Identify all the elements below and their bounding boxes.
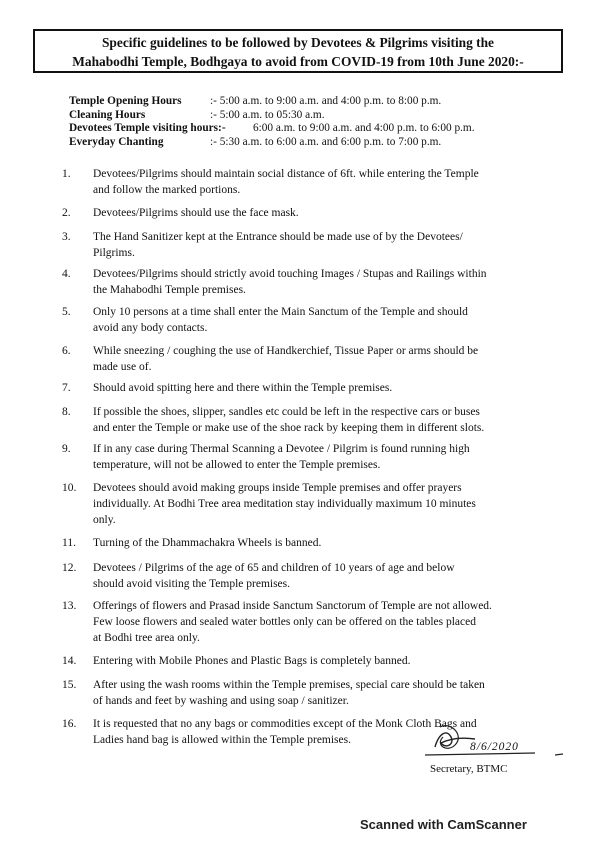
hours-schedule: [69, 95, 539, 149]
guideline-number: 14.: [62, 655, 77, 667]
guideline-text-line: The Hand Sanitizer kept at the Entrance should be made use of by the Devotees/: [93, 231, 463, 243]
guideline-number: 3.: [62, 231, 71, 243]
document-title-line-1: Specific guidelines to be followed by Devotees & Pilgrims visiting the: [101, 35, 495, 50]
guideline-number: 8.: [62, 406, 71, 418]
guideline-number: 10.: [62, 482, 77, 494]
guideline-text-line: Only 10 persons at a time shall enter the Main Sanctum of the Temple and should: [93, 306, 468, 318]
guideline-number: 12.: [62, 562, 77, 574]
guideline-text-line: avoid any body contacts.: [93, 322, 208, 334]
guideline-number: 5.: [62, 306, 71, 318]
hours-label: Everyday Chanting: [69, 135, 164, 148]
hours-label: Temple Opening Hours: [69, 95, 182, 107]
handwritten-signature: [405, 715, 585, 765]
guideline-number: 6.: [62, 345, 71, 357]
guideline-text-line: Ladies hand bag is allowed within the Temple premises.: [93, 734, 351, 746]
guideline-number: 2.: [62, 207, 71, 219]
guideline-number: 7.: [62, 382, 71, 394]
hours-row: [69, 95, 539, 109]
guideline-number: 1.: [62, 168, 71, 180]
guideline-text-line: If in any case during Thermal Scanning a Devotee / Pilgrim is found running high: [93, 443, 470, 455]
guideline-text-line: individually. At Bodhi Tree area meditation stay individually maximum 10 minutes: [93, 498, 476, 510]
guideline-text-line: Devotees/Pilgrims should maintain social distance of 6ft. while entering the Temple: [93, 168, 479, 180]
guideline-text-line: made use of.: [93, 361, 152, 373]
guideline-text-line: and follow the marked portions.: [93, 184, 241, 196]
hours-row: [69, 109, 539, 123]
hours-value: :- 5:00 a.m. to 05:30 a.m.: [210, 108, 325, 121]
guideline-text-line: Devotees/Pilgrims should use the face mask.: [93, 207, 299, 219]
hours-value: :- 5:30 a.m. to 6:00 a.m. and 6:00 p.m. to 7:00 p.m.: [210, 135, 442, 148]
hours-value: 6:00 a.m. to 9:00 a.m. and 4:00 p.m. to 6:00 p.m.: [253, 122, 475, 134]
guideline-number: 11.: [62, 537, 76, 549]
guideline-text-line: Pilgrims.: [93, 247, 135, 259]
guideline-text-line: After using the wash rooms within the Temple premises, special care should be taken: [93, 679, 485, 691]
guideline-text-line: Offerings of flowers and Prasad inside Sanctum Sanctorum of Temple are not allowed.: [93, 600, 492, 612]
guideline-number: 15.: [62, 679, 77, 691]
guideline-text-line: temperature, will not be allowed to enter the Temple premises.: [93, 459, 381, 471]
hours-label: Cleaning Hours: [69, 108, 146, 121]
hours-label: Devotees Temple visiting hours:-: [69, 122, 226, 134]
guideline-text-line: Turning of the Dhammachakra Wheels is banned.: [93, 537, 322, 549]
hours-value: :- 5:00 a.m. to 9:00 a.m. and 4:00 p.m. to 8:00 p.m.: [210, 95, 442, 107]
guideline-text-line: of hands and feet by washing and using soap / sanitizer.: [93, 695, 349, 707]
document-title-line-2: Mahabodhi Temple, Bodhgaya to avoid from COVID-19 from 10th June 2020:-: [72, 54, 524, 69]
guideline-text-line: Should avoid spitting here and there within the Temple premises.: [93, 382, 393, 394]
guideline-text-line: It is requested that no any bags or commodities except of the Monk Cloth Bags and: [93, 718, 477, 730]
guideline-text-line: should avoid visiting the Temple premises.: [93, 578, 291, 590]
guideline-text-line: Devotees should avoid making groups inside Temple premises and offer prayers: [93, 482, 462, 494]
signature-block: [405, 715, 585, 785]
hours-row: [69, 122, 539, 136]
guideline-text-line: If possible the shoes, slipper, sandles etc could be left in the respective cars or buses: [93, 406, 480, 418]
guideline-text-line: only.: [93, 514, 116, 526]
hours-row: [69, 136, 539, 150]
guideline-text-line: While sneezing / coughing the use of Handkerchief, Tissue Paper or arms should be: [93, 345, 479, 357]
guideline-number: 4.: [62, 268, 71, 280]
guideline-text-line: and enter the Temple or make use of the shoe rack by keeping them in different slots.: [93, 422, 485, 434]
guideline-text-line: Few loose flowers and sealed water bottles only can be offered on the tables placed: [93, 616, 476, 628]
signatory-title: Secretary, BTMC: [430, 763, 508, 775]
guideline-number: 9.: [62, 443, 71, 455]
guideline-text-line: the Mahabodhi Temple premises.: [93, 284, 246, 296]
guideline-number: 16.: [62, 718, 77, 730]
guideline-number: 13.: [62, 600, 77, 612]
guideline-text-line: Devotees/Pilgrims should strictly avoid touching Images / Stupas and Railings within: [93, 268, 487, 280]
signature-date: 8/6/2020: [470, 741, 519, 753]
guideline-text-line: Devotees / Pilgrims of the age of 65 and children of 10 years of age and below: [93, 562, 455, 574]
scanner-watermark: Scanned with CamScanner: [360, 817, 527, 832]
guideline-text-line: Entering with Mobile Phones and Plastic Bags is completely banned.: [93, 655, 411, 667]
guideline-text-line: at Bodhi tree area only.: [93, 632, 200, 644]
document-title-box: [33, 29, 563, 73]
